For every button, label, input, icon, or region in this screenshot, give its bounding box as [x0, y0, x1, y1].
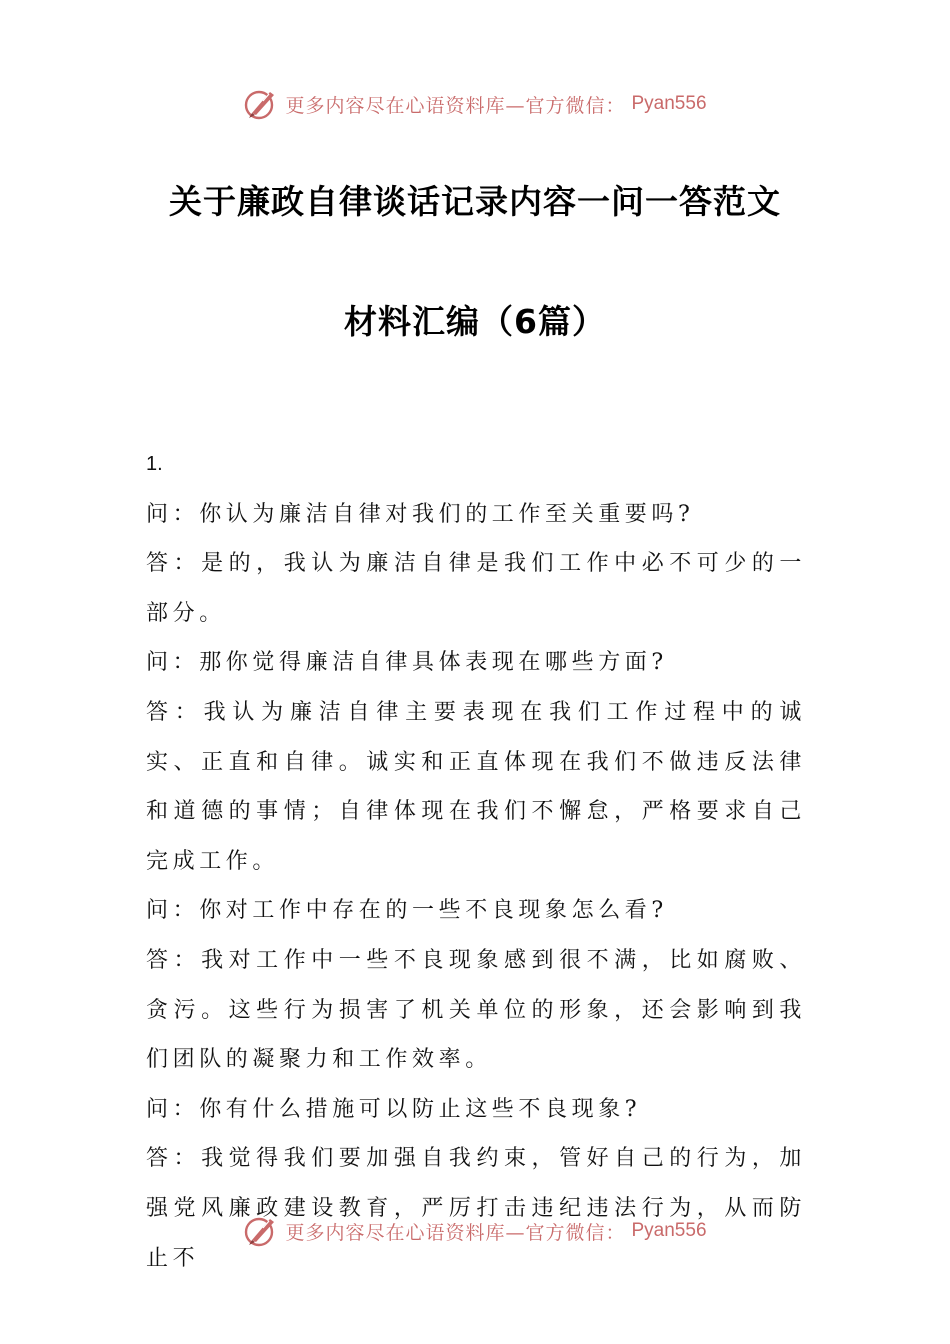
document-body [146, 440, 806, 1283]
watermark-text: 更多内容尽在心语资料库—官方微信： [285, 1221, 626, 1244]
quill-pen-logo-icon [243, 1213, 279, 1249]
question-2: 问：那你觉得廉洁自律具体表现在哪些方面? [146, 650, 668, 676]
header-watermark [0, 84, 950, 124]
answer-1: 答：是的，我认为廉洁自律是我们工作中必不可少的一部分。 [146, 551, 806, 626]
document-title-line-2: 材料汇编（6篇） [344, 302, 606, 341]
answer-4: 答：我觉得我们要加强自我约束，管好自己的行为，加强党风廉政建设教育，严厉打击违纪违法行为，从而防止不 [146, 1146, 806, 1271]
answer-3: 答：我对工作中一些不良现象感到很不满，比如腐败、贪污。这些行为损害了机关单位的形象，还会影响到我们团队的凝聚力和工作效率。 [146, 947, 806, 1073]
footer-watermark [0, 1211, 950, 1251]
watermark-text: 更多内容尽在心语资料库—官方微信： [285, 94, 626, 117]
section-number: 1. [146, 453, 163, 475]
answer-2: 答：我认为廉洁自律主要表现在我们工作过程中的诚实、正直和自律。诚实和正直体现在我们不做违反法律和道德的事情；自律体现在我们不懈怠，严格要求自己完成工作。 [146, 699, 806, 874]
watermark-handle: Pyan556 [631, 93, 707, 114]
question-3: 问：你对工作中存在的一些不良现象怎么看? [146, 898, 668, 924]
question-4: 问：你有什么措施可以防止这些不良现象? [146, 1096, 642, 1122]
watermark-handle: Pyan556 [631, 1220, 707, 1241]
document-title-line-1: 关于廉政自律谈话记录内容一问一答范文 [169, 182, 781, 221]
question-1: 问：你认为廉洁自律对我们的工作至关重要吗? [146, 501, 695, 527]
quill-pen-logo-icon [243, 86, 279, 122]
